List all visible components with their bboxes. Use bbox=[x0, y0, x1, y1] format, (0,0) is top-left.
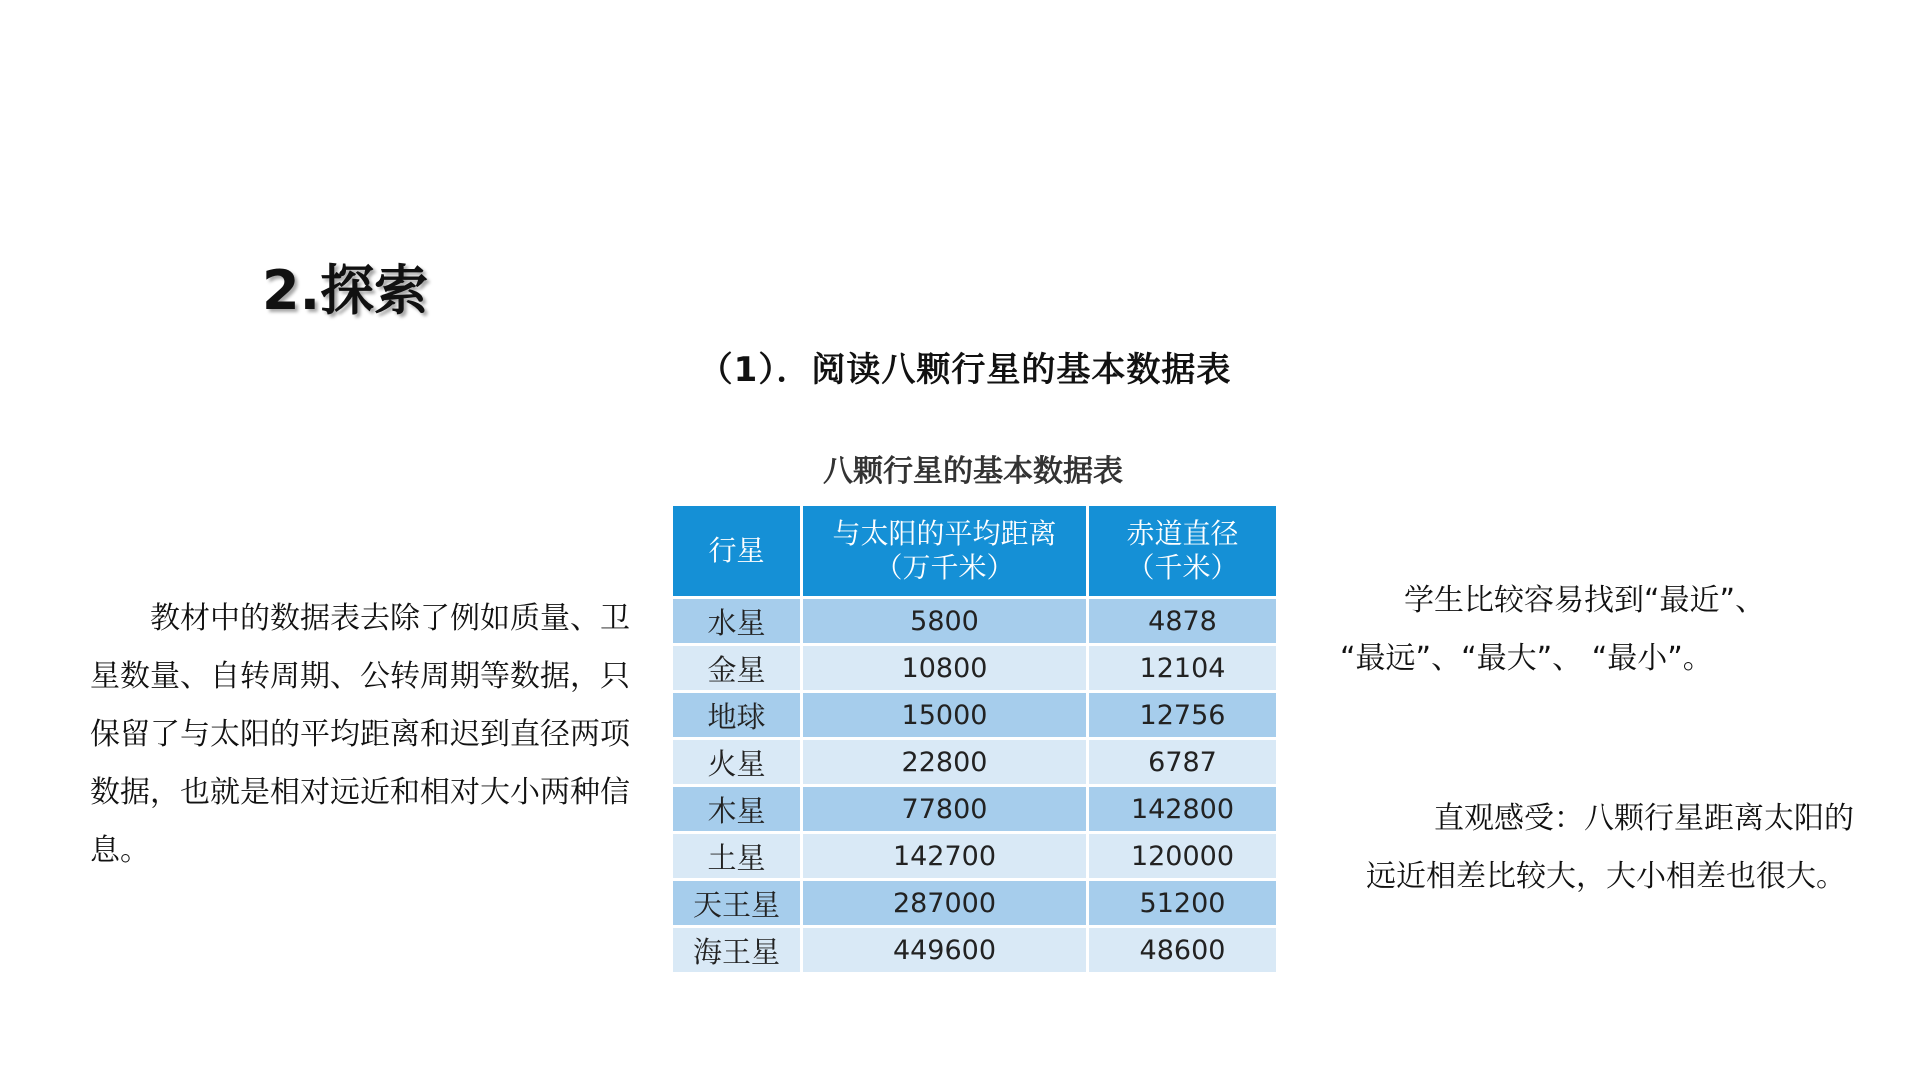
table-row bbox=[672, 739, 1278, 786]
right-note-extremes bbox=[1340, 572, 1860, 688]
table-header-row bbox=[672, 505, 1278, 598]
cell-planet: 水星 bbox=[672, 598, 802, 645]
table-row bbox=[672, 786, 1278, 833]
right-note-impression-line2: 远近相差比较大，大小相差也很大。 bbox=[1366, 859, 1846, 894]
right-note-extremes-line1: 学生比较容易找到“最近”、 bbox=[1404, 583, 1766, 618]
cell-diameter: 120000 bbox=[1088, 833, 1278, 880]
left-explanation-paragraph: 教材中的数据表去除了例如质量、卫星数量、自转周期、公转周期等数据，只保留了与太阳的平均距离和迟到直径两项数据，也就是相对远近和相对大小两种信息。 bbox=[90, 601, 630, 868]
cell-planet: 金星 bbox=[672, 645, 802, 692]
cell-diameter: 51200 bbox=[1088, 880, 1278, 927]
cell-planet: 天王星 bbox=[672, 880, 802, 927]
header-distance-label: 与太阳的平均距离 bbox=[832, 517, 1057, 550]
table-row bbox=[672, 645, 1278, 692]
cell-diameter: 6787 bbox=[1088, 739, 1278, 786]
left-explanation bbox=[90, 590, 630, 880]
table-row bbox=[672, 598, 1278, 645]
right-note-impression bbox=[1366, 790, 1906, 906]
cell-diameter: 12756 bbox=[1088, 692, 1278, 739]
header-diameter-label: 赤道直径 bbox=[1126, 517, 1239, 550]
cell-diameter: 142800 bbox=[1088, 786, 1278, 833]
subsection-heading-text: （1）．阅读八颗行星的基本数据表 bbox=[698, 350, 1232, 390]
table-caption: 八颗行星的基本数据表 bbox=[823, 454, 1123, 489]
header-planet bbox=[672, 505, 802, 598]
table-row bbox=[672, 880, 1278, 927]
cell-distance: 22800 bbox=[802, 739, 1088, 786]
cell-diameter: 4878 bbox=[1088, 598, 1278, 645]
cell-distance: 15000 bbox=[802, 692, 1088, 739]
cell-diameter: 48600 bbox=[1088, 927, 1278, 974]
cell-distance: 10800 bbox=[802, 645, 1088, 692]
planet-data-table bbox=[670, 503, 1279, 975]
cell-planet: 地球 bbox=[672, 692, 802, 739]
header-distance bbox=[802, 505, 1088, 598]
cell-distance: 77800 bbox=[802, 786, 1088, 833]
table-row bbox=[672, 692, 1278, 739]
table-row bbox=[672, 833, 1278, 880]
header-planet-label: 行星 bbox=[708, 534, 765, 567]
cell-planet: 木星 bbox=[672, 786, 802, 833]
cell-planet: 火星 bbox=[672, 739, 802, 786]
header-distance-unit: （万千米） bbox=[874, 551, 1015, 584]
cell-planet: 土星 bbox=[672, 833, 802, 880]
cell-distance: 142700 bbox=[802, 833, 1088, 880]
cell-distance: 449600 bbox=[802, 927, 1088, 974]
cell-distance: 287000 bbox=[802, 880, 1088, 927]
table-row bbox=[672, 927, 1278, 974]
right-note-impression-line1: 直观感受：八颗行星距离太阳的 bbox=[1434, 801, 1854, 836]
cell-planet: 海王星 bbox=[672, 927, 802, 974]
subsection-heading bbox=[0, 342, 1920, 391]
section-heading: 2.探索 bbox=[262, 259, 429, 322]
header-diameter-unit: （千米） bbox=[1126, 551, 1239, 584]
right-note-extremes-line2: “最远”、“最大”、 “最小”。 bbox=[1340, 641, 1713, 676]
header-diameter bbox=[1088, 505, 1278, 598]
cell-distance: 5800 bbox=[802, 598, 1088, 645]
cell-diameter: 12104 bbox=[1088, 645, 1278, 692]
